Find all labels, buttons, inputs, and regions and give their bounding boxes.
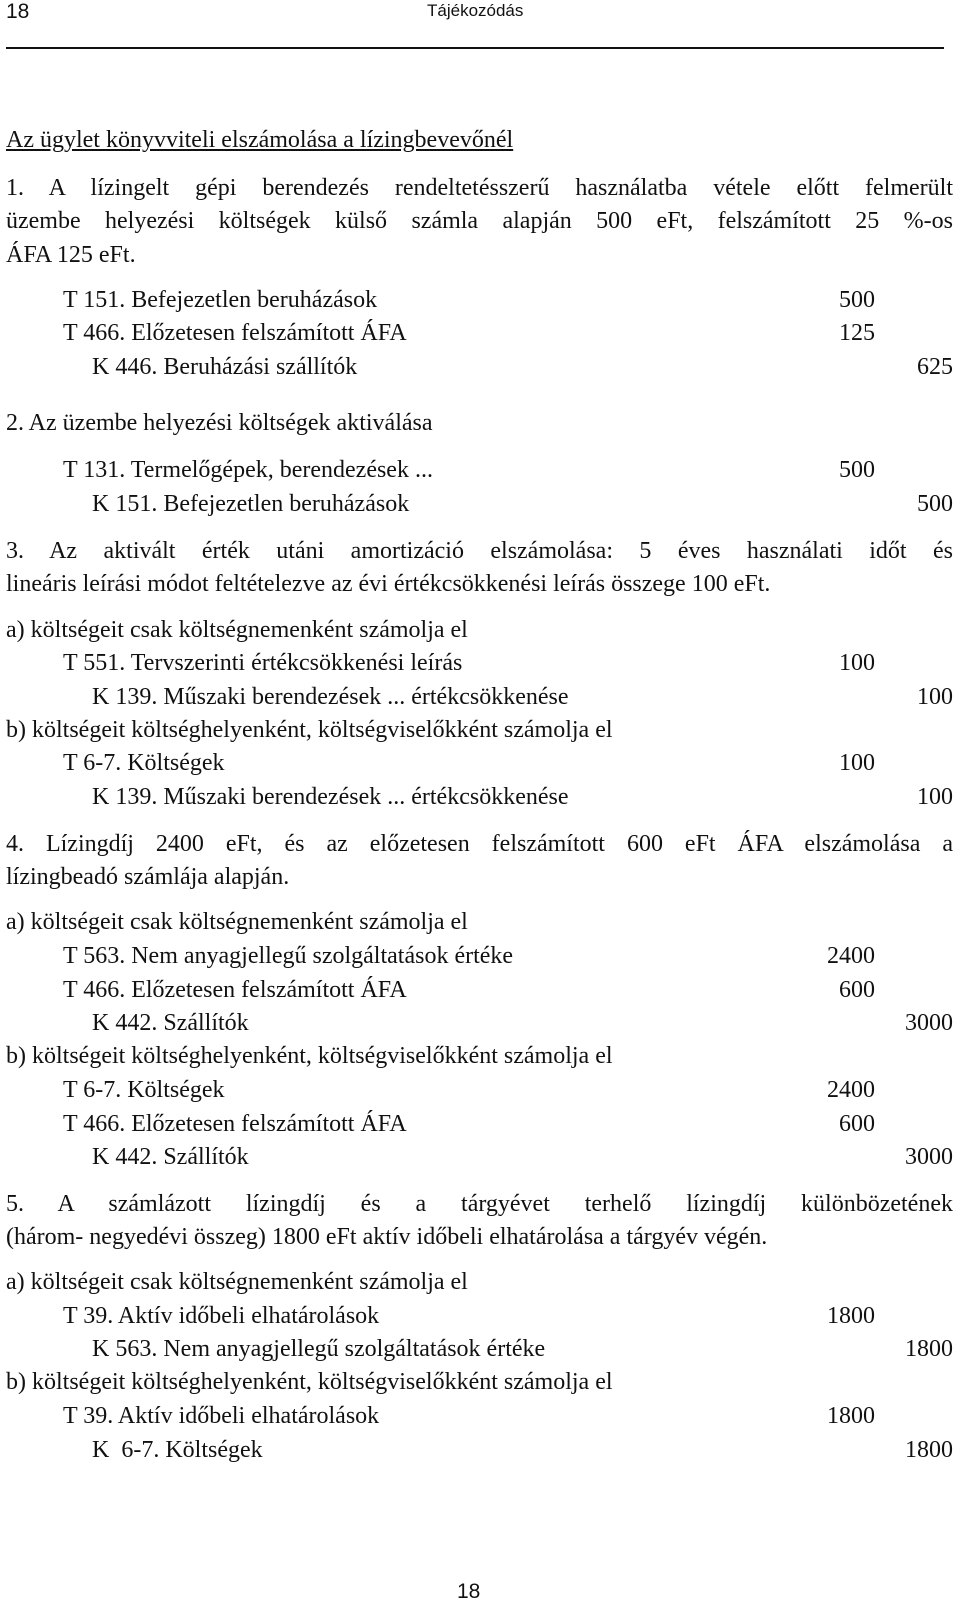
option-a-label: a) költségeit csak költségnemenként számolja el: [6, 909, 468, 935]
ledger-entry-account: T 131. Termelőgépek, berendezések ...: [63, 457, 433, 483]
ledger-entry-account: K 6-7. Költségek: [92, 1437, 263, 1463]
ledger-entry-debit-amount: 600: [839, 977, 875, 1003]
ledger-entry-credit-amount: 625: [917, 354, 953, 380]
item-4-text-line: lízingbeadó számlája alapján.: [6, 864, 290, 890]
ledger-entry-account: K 151. Befejezetlen beruházások: [92, 491, 410, 517]
ledger-entry-credit-amount: 500: [917, 491, 953, 517]
header-page-number: 18: [6, 0, 30, 23]
item-2-text-line: 2. Az üzembe helyezési költségek aktiválása: [6, 410, 433, 436]
option-b-label: b) költségeit költséghelyenként, költségviselőkként számolja el: [6, 717, 613, 743]
footer-page-number: 18: [457, 1580, 481, 1603]
ledger-entry-debit-amount: 1800: [827, 1303, 875, 1329]
item-4-text-line: 4. Lízingdíj 2400 eFt, és az előzetesen felszámított 600 eFt ÁFA elszámolása a: [6, 831, 953, 857]
option-a-label: a) költségeit csak költségnemenként számolja el: [6, 617, 468, 643]
item-1-text-line: ÁFA 125 eFt.: [6, 242, 136, 268]
ledger-entry-debit-amount: 125: [839, 320, 875, 346]
header-title: Tájékozódás: [427, 1, 524, 20]
ledger-entry-account: T 39. Aktív időbeli elhatárolások: [63, 1303, 380, 1329]
item-5-text-line: (három- negyedévi összeg) 1800 eFt aktív időbeli elhatárolása a tárgyév végén.: [6, 1224, 768, 1250]
ledger-entry-account: K 446. Beruházási szállítók: [92, 354, 358, 380]
header-divider: [6, 47, 944, 49]
ledger-entry-account: T 151. Befejezetlen beruházások: [63, 287, 378, 313]
ledger-entry-account: T 563. Nem anyagjellegű szolgáltatások értéke: [63, 943, 514, 969]
ledger-entry-credit-amount: 100: [917, 784, 953, 810]
ledger-entry-account: T 6-7. Költségek: [63, 750, 225, 776]
item-3-text-line: 3. Az aktivált érték utáni amortizáció elszámolása: 5 éves használati időt és: [6, 538, 953, 564]
item-3-text-line: lineáris leírási módot feltételezve az évi értékcsökkenési leírás összege 100 eFt.: [6, 571, 771, 597]
ledger-entry-account: T 551. Tervszerinti értékcsökkenési leírás: [63, 650, 463, 676]
ledger-entry-debit-amount: 500: [839, 287, 875, 313]
item-1-text-line: üzembe helyezési költségek külső számla alapján 500 eFt, felszámított 25 %-os: [6, 208, 953, 234]
item-1-text-line: 1. A lízingelt gépi berendezés rendeltetésszerű használatba vétele előtt felmerült: [6, 175, 953, 201]
ledger-entry-account: K 563. Nem anyagjellegű szolgáltatások értéke: [92, 1336, 546, 1362]
ledger-entry-credit-amount: 1800: [905, 1336, 953, 1362]
ledger-entry-debit-amount: 100: [839, 650, 875, 676]
ledger-entry-debit-amount: 2400: [827, 1077, 875, 1103]
ledger-entry-credit-amount: 3000: [905, 1144, 953, 1170]
ledger-entry-account: K 442. Szállítók: [92, 1144, 249, 1170]
section-title: Az ügylet könyvviteli elszámolása a lízingbevevőnél: [6, 127, 514, 153]
ledger-entry-debit-amount: 600: [839, 1111, 875, 1137]
ledger-entry-credit-amount: 1800: [905, 1437, 953, 1463]
ledger-entry-account: T 466. Előzetesen felszámított ÁFA: [63, 1111, 407, 1137]
ledger-entry-debit-amount: 100: [839, 750, 875, 776]
ledger-entry-debit-amount: 2400: [827, 943, 875, 969]
ledger-entry-credit-amount: 3000: [905, 1010, 953, 1036]
ledger-entry-account: T 39. Aktív időbeli elhatárolások: [63, 1403, 380, 1429]
ledger-entry-account: K 139. Műszaki berendezések ... értékcsökkenése: [92, 684, 569, 710]
ledger-entry-debit-amount: 500: [839, 457, 875, 483]
ledger-entry-credit-amount: 100: [917, 684, 953, 710]
ledger-entry-account: T 466. Előzetesen felszámított ÁFA: [63, 320, 407, 346]
ledger-entry-account: T 466. Előzetesen felszámított ÁFA: [63, 977, 407, 1003]
option-a-label: a) költségeit csak költségnemenként számolja el: [6, 1269, 468, 1295]
ledger-entry-account: T 6-7. Költségek: [63, 1077, 225, 1103]
ledger-entry-account: K 139. Műszaki berendezések ... értékcsökkenése: [92, 784, 569, 810]
option-b-label: b) költségeit költséghelyenként, költségviselőkként számolja el: [6, 1369, 613, 1395]
option-b-label: b) költségeit költséghelyenként, költségviselőkként számolja el: [6, 1043, 613, 1069]
ledger-entry-debit-amount: 1800: [827, 1403, 875, 1429]
item-5-text-line: 5. A számlázott lízingdíj és a tárgyévet terhelő lízingdíj különbözetének: [6, 1191, 953, 1217]
ledger-entry-account: K 442. Szállítók: [92, 1010, 249, 1036]
